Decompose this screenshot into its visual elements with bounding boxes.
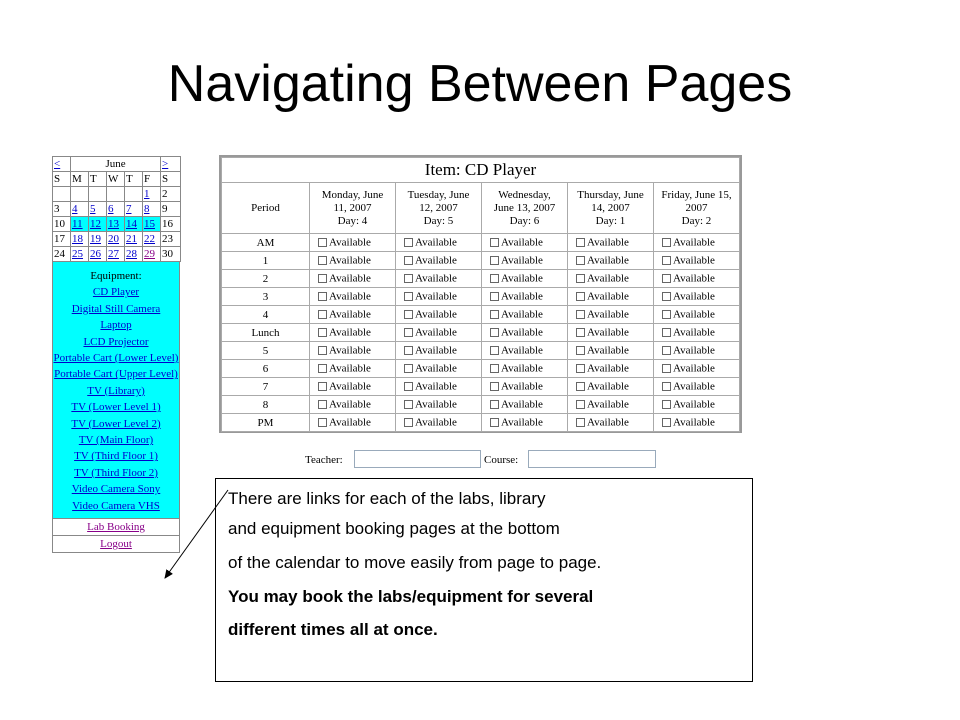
slot-cell bbox=[568, 414, 654, 432]
slot-cell bbox=[310, 234, 396, 252]
slot-checkbox[interactable] bbox=[490, 364, 499, 373]
slot-checkbox[interactable] bbox=[662, 418, 671, 427]
slot-checkbox[interactable] bbox=[318, 310, 327, 319]
weekday-6: S bbox=[161, 172, 181, 187]
callout-line-2: and equipment booking pages at the bottom bbox=[228, 519, 560, 538]
slot-checkbox[interactable] bbox=[404, 238, 413, 247]
slot-available-label: Available bbox=[587, 308, 629, 321]
calendar-empty-cell bbox=[53, 187, 71, 202]
calendar-day-2: 2 bbox=[161, 187, 181, 202]
calendar-day-13[interactable]: 13 bbox=[107, 217, 125, 232]
slot-cell bbox=[482, 234, 568, 252]
slot-available-label: Available bbox=[587, 254, 629, 267]
slot-checkbox[interactable] bbox=[318, 292, 327, 301]
equipment-link-9[interactable]: TV (Main Floor) bbox=[78, 434, 154, 447]
slot-checkbox[interactable] bbox=[662, 364, 671, 373]
calendar-day-7[interactable]: 7 bbox=[125, 202, 143, 217]
day-header-line: Wednesday, bbox=[498, 188, 551, 201]
slot-cell bbox=[482, 270, 568, 288]
day-header-line: June 13, 2007 bbox=[493, 201, 556, 214]
slot-cell bbox=[568, 270, 654, 288]
slot-available-label: Available bbox=[587, 398, 629, 411]
slot-available-label: Available bbox=[329, 272, 371, 285]
slot-cell bbox=[310, 306, 396, 324]
period-label: 8 bbox=[222, 396, 310, 414]
slot-available-label: Available bbox=[587, 416, 629, 429]
equipment-link-3[interactable]: LCD Projector bbox=[83, 335, 149, 348]
booking-grid bbox=[219, 155, 742, 433]
calendar-day-3: 3 bbox=[53, 202, 71, 217]
slot-cell bbox=[310, 396, 396, 414]
calendar-prev-link[interactable]: < bbox=[53, 157, 71, 172]
slot-cell bbox=[482, 306, 568, 324]
slot-cell bbox=[310, 252, 396, 270]
slot-checkbox[interactable] bbox=[490, 382, 499, 391]
slot-cell bbox=[654, 306, 740, 324]
slot-checkbox[interactable] bbox=[404, 274, 413, 283]
calendar-day-1[interactable]: 1 bbox=[143, 187, 161, 202]
slot-cell bbox=[568, 288, 654, 306]
slot-available-label: Available bbox=[501, 272, 543, 285]
slot-available-label: Available bbox=[501, 416, 543, 429]
day-header-line: Day: 1 bbox=[595, 214, 626, 227]
slide-title: Navigating Between Pages bbox=[167, 55, 793, 113]
period-row bbox=[222, 342, 740, 360]
slot-cell bbox=[310, 342, 396, 360]
slot-available-label: Available bbox=[415, 398, 457, 411]
slot-checkbox[interactable] bbox=[662, 256, 671, 265]
slot-cell bbox=[310, 288, 396, 306]
slot-cell bbox=[310, 270, 396, 288]
slot-available-label: Available bbox=[329, 344, 371, 357]
slot-available-label: Available bbox=[501, 398, 543, 411]
weekday-3: W bbox=[107, 172, 125, 187]
slot-available-label: Available bbox=[587, 362, 629, 375]
item-title: Item: CD Player bbox=[222, 158, 740, 183]
slot-cell bbox=[482, 324, 568, 342]
calendar-day-6[interactable]: 6 bbox=[107, 202, 125, 217]
equipment-link-13[interactable]: Video Camera VHS bbox=[72, 499, 160, 512]
calendar-empty-cell bbox=[71, 187, 89, 202]
equipment-link-6[interactable]: TV (Library) bbox=[87, 384, 145, 397]
day-header-line: Day: 6 bbox=[509, 214, 540, 227]
slot-checkbox[interactable] bbox=[576, 274, 585, 283]
slot-checkbox[interactable] bbox=[576, 418, 585, 427]
slot-cell bbox=[310, 378, 396, 396]
calendar-day-5[interactable]: 5 bbox=[89, 202, 107, 217]
period-label: 3 bbox=[222, 288, 310, 306]
lab-booking-cell bbox=[52, 519, 180, 536]
slot-checkbox[interactable] bbox=[662, 328, 671, 337]
slot-available-label: Available bbox=[329, 254, 371, 267]
slot-available-label: Available bbox=[587, 344, 629, 357]
slot-cell bbox=[654, 234, 740, 252]
slot-checkbox[interactable] bbox=[318, 346, 327, 355]
slot-available-label: Available bbox=[415, 272, 457, 285]
slot-available-label: Available bbox=[501, 326, 543, 339]
calendar-day-28[interactable]: 28 bbox=[125, 247, 143, 262]
equipment-link-11[interactable]: TV (Third Floor 2) bbox=[74, 466, 158, 479]
calendar-month: June bbox=[71, 157, 161, 172]
slot-cell bbox=[396, 360, 482, 378]
period-label: 1 bbox=[222, 252, 310, 270]
slot-available-label: Available bbox=[673, 416, 715, 429]
callout-line-3: of the calendar to move easily from page to page. bbox=[228, 553, 602, 572]
equipment-link-5[interactable]: Portable Cart (Upper Level) bbox=[54, 368, 178, 381]
course-input[interactable] bbox=[528, 450, 656, 468]
slot-available-label: Available bbox=[501, 344, 543, 357]
slot-cell bbox=[568, 306, 654, 324]
teacher-label: Teacher: bbox=[305, 454, 343, 466]
slot-checkbox[interactable] bbox=[404, 400, 413, 409]
calendar-next-link[interactable]: > bbox=[161, 157, 181, 172]
slot-checkbox[interactable] bbox=[576, 328, 585, 337]
slot-available-label: Available bbox=[415, 254, 457, 267]
day-header-line: Day: 4 bbox=[337, 214, 368, 227]
slot-available-label: Available bbox=[415, 344, 457, 357]
weekday-4: T bbox=[125, 172, 143, 187]
period-row bbox=[222, 360, 740, 378]
slot-cell bbox=[310, 414, 396, 432]
equipment-link-12[interactable]: Video Camera Sony bbox=[71, 483, 161, 496]
slot-checkbox[interactable] bbox=[404, 256, 413, 265]
slot-available-label: Available bbox=[501, 290, 543, 303]
slot-checkbox[interactable] bbox=[490, 292, 499, 301]
period-header: Period bbox=[222, 183, 310, 234]
slot-available-label: Available bbox=[415, 326, 457, 339]
calendar-day-9: 9 bbox=[161, 202, 181, 217]
slot-checkbox[interactable] bbox=[576, 346, 585, 355]
slot-available-label: Available bbox=[673, 344, 715, 357]
calendar-day-29[interactable]: 29 bbox=[143, 247, 161, 262]
slot-cell bbox=[396, 396, 482, 414]
slot-available-label: Available bbox=[329, 326, 371, 339]
slot-checkbox[interactable] bbox=[318, 238, 327, 247]
slot-available-label: Available bbox=[673, 362, 715, 375]
slot-available-label: Available bbox=[329, 236, 371, 249]
slot-checkbox[interactable] bbox=[318, 400, 327, 409]
calendar-day-15[interactable]: 15 bbox=[143, 217, 161, 232]
slot-cell bbox=[568, 234, 654, 252]
period-label: 2 bbox=[222, 270, 310, 288]
period-row bbox=[222, 288, 740, 306]
logout-link[interactable]: Logout bbox=[100, 538, 132, 551]
callout-line-5: different times all at once. bbox=[228, 620, 438, 639]
period-row bbox=[222, 414, 740, 432]
calendar-week-row bbox=[53, 217, 181, 232]
slot-cell bbox=[654, 270, 740, 288]
slot-cell bbox=[568, 252, 654, 270]
calendar-week-row bbox=[53, 232, 181, 247]
weekday-0: S bbox=[53, 172, 71, 187]
day-header-line: 12, 2007 bbox=[419, 201, 458, 214]
lab-booking-link[interactable]: Lab Booking bbox=[87, 521, 145, 534]
weekday-5: F bbox=[143, 172, 161, 187]
weekday-1: M bbox=[71, 172, 89, 187]
calendar-day-24: 24 bbox=[53, 247, 71, 262]
day-header-2 bbox=[482, 183, 568, 234]
slot-available-label: Available bbox=[673, 308, 715, 321]
period-label: 5 bbox=[222, 342, 310, 360]
calendar-day-16: 16 bbox=[161, 217, 181, 232]
slot-available-label: Available bbox=[587, 380, 629, 393]
equipment-link-1[interactable]: Digital Still Camera bbox=[71, 302, 161, 315]
slot-available-label: Available bbox=[673, 290, 715, 303]
slot-cell bbox=[654, 288, 740, 306]
slot-available-label: Available bbox=[329, 290, 371, 303]
slot-checkbox[interactable] bbox=[404, 292, 413, 301]
slot-checkbox[interactable] bbox=[404, 364, 413, 373]
slot-checkbox[interactable] bbox=[318, 364, 327, 373]
slot-checkbox[interactable] bbox=[490, 418, 499, 427]
period-row bbox=[222, 270, 740, 288]
slot-cell bbox=[396, 252, 482, 270]
slot-available-label: Available bbox=[673, 272, 715, 285]
slot-checkbox[interactable] bbox=[576, 292, 585, 301]
slot-available-label: Available bbox=[673, 326, 715, 339]
period-label: AM bbox=[222, 234, 310, 252]
day-header-line: Thursday, June bbox=[577, 188, 644, 201]
slot-checkbox[interactable] bbox=[490, 238, 499, 247]
calendar-day-17: 17 bbox=[53, 232, 71, 247]
slot-checkbox[interactable] bbox=[662, 400, 671, 409]
slot-available-label: Available bbox=[673, 236, 715, 249]
calendar-day-8[interactable]: 8 bbox=[143, 202, 161, 217]
calendar-week-row bbox=[53, 187, 181, 202]
slot-available-label: Available bbox=[587, 272, 629, 285]
calendar-day-14[interactable]: 14 bbox=[125, 217, 143, 232]
slot-cell bbox=[654, 342, 740, 360]
calendar-day-23: 23 bbox=[161, 232, 181, 247]
slot-cell bbox=[654, 324, 740, 342]
period-label: Lunch bbox=[222, 324, 310, 342]
slot-checkbox[interactable] bbox=[576, 238, 585, 247]
slot-available-label: Available bbox=[501, 254, 543, 267]
slot-available-label: Available bbox=[673, 380, 715, 393]
slot-checkbox[interactable] bbox=[490, 346, 499, 355]
slot-checkbox[interactable] bbox=[318, 256, 327, 265]
slot-cell bbox=[654, 378, 740, 396]
slot-available-label: Available bbox=[415, 308, 457, 321]
day-header-line: 2007 bbox=[685, 201, 708, 214]
slot-cell bbox=[654, 360, 740, 378]
calendar-day-21[interactable]: 21 bbox=[125, 232, 143, 247]
equipment-link-0[interactable]: CD Player bbox=[92, 286, 140, 299]
slot-checkbox[interactable] bbox=[490, 328, 499, 337]
slot-available-label: Available bbox=[501, 308, 543, 321]
period-row bbox=[222, 252, 740, 270]
equipment-heading: Equipment: bbox=[90, 270, 142, 282]
slot-checkbox[interactable] bbox=[576, 382, 585, 391]
calendar-day-26[interactable]: 26 bbox=[89, 247, 107, 262]
course-label: Course: bbox=[484, 454, 519, 466]
slot-cell bbox=[654, 252, 740, 270]
slot-available-label: Available bbox=[501, 362, 543, 375]
slot-cell bbox=[482, 252, 568, 270]
day-header-0 bbox=[310, 183, 396, 234]
period-row bbox=[222, 396, 740, 414]
slot-checkbox[interactable] bbox=[662, 382, 671, 391]
day-header-line: 14, 2007 bbox=[591, 201, 630, 214]
slot-cell bbox=[396, 324, 482, 342]
slot-available-label: Available bbox=[673, 254, 715, 267]
calendar-day-19[interactable]: 19 bbox=[89, 232, 107, 247]
slot-checkbox[interactable] bbox=[490, 310, 499, 319]
slot-cell bbox=[396, 342, 482, 360]
slot-checkbox[interactable] bbox=[404, 310, 413, 319]
callout-box bbox=[215, 478, 753, 682]
slot-available-label: Available bbox=[587, 290, 629, 303]
slot-cell bbox=[568, 324, 654, 342]
slot-available-label: Available bbox=[415, 236, 457, 249]
slot-cell bbox=[396, 288, 482, 306]
day-header-1 bbox=[396, 183, 482, 234]
slot-checkbox[interactable] bbox=[404, 328, 413, 337]
calendar-day-25[interactable]: 25 bbox=[71, 247, 89, 262]
period-label: 7 bbox=[222, 378, 310, 396]
calendar-day-10: 10 bbox=[53, 217, 71, 232]
day-header-3 bbox=[568, 183, 654, 234]
left-navigation bbox=[52, 156, 180, 553]
slot-cell bbox=[568, 342, 654, 360]
slot-available-label: Available bbox=[587, 326, 629, 339]
slot-checkbox[interactable] bbox=[662, 346, 671, 355]
slot-available-label: Available bbox=[501, 380, 543, 393]
slot-available-label: Available bbox=[329, 398, 371, 411]
slot-cell bbox=[310, 324, 396, 342]
slot-cell bbox=[482, 378, 568, 396]
teacher-input[interactable] bbox=[354, 450, 481, 468]
slot-checkbox[interactable] bbox=[404, 346, 413, 355]
slot-checkbox[interactable] bbox=[490, 256, 499, 265]
slot-checkbox[interactable] bbox=[490, 400, 499, 409]
period-label: 6 bbox=[222, 360, 310, 378]
slot-checkbox[interactable] bbox=[318, 274, 327, 283]
period-row bbox=[222, 306, 740, 324]
slot-available-label: Available bbox=[587, 236, 629, 249]
calendar-day-20[interactable]: 20 bbox=[107, 232, 125, 247]
calendar-week-row bbox=[53, 202, 181, 217]
slot-available-label: Available bbox=[673, 398, 715, 411]
slot-checkbox[interactable] bbox=[318, 418, 327, 427]
slot-available-label: Available bbox=[329, 362, 371, 375]
day-header-line: Friday, June 15, bbox=[661, 188, 732, 201]
equipment-list bbox=[52, 262, 180, 519]
slot-checkbox[interactable] bbox=[404, 382, 413, 391]
calendar-day-30: 30 bbox=[161, 247, 181, 262]
equipment-link-4[interactable]: Portable Cart (Lower Level) bbox=[53, 352, 179, 365]
slot-cell bbox=[482, 342, 568, 360]
calendar-empty-cell bbox=[107, 187, 125, 202]
day-header-line: Day: 2 bbox=[681, 214, 712, 227]
calendar-empty-cell bbox=[125, 187, 143, 202]
equipment-link-8[interactable]: TV (Lower Level 2) bbox=[71, 417, 161, 430]
logout-cell bbox=[52, 536, 180, 553]
equipment-link-7[interactable]: TV (Lower Level 1) bbox=[71, 401, 161, 414]
slot-available-label: Available bbox=[329, 308, 371, 321]
slot-cell bbox=[310, 360, 396, 378]
slot-checkbox[interactable] bbox=[404, 418, 413, 427]
period-row bbox=[222, 324, 740, 342]
slot-checkbox[interactable] bbox=[576, 310, 585, 319]
slot-available-label: Available bbox=[415, 362, 457, 375]
callout-line-1: There are links for each of the labs, library bbox=[228, 489, 546, 508]
equipment-link-10[interactable]: TV (Third Floor 1) bbox=[74, 450, 158, 463]
slot-cell bbox=[396, 306, 482, 324]
mini-calendar bbox=[52, 156, 181, 262]
calendar-day-12[interactable]: 12 bbox=[89, 217, 107, 232]
day-header-line: Day: 5 bbox=[423, 214, 454, 227]
slot-checkbox[interactable] bbox=[662, 292, 671, 301]
slot-cell bbox=[568, 360, 654, 378]
period-label: 4 bbox=[222, 306, 310, 324]
slot-cell bbox=[396, 234, 482, 252]
day-header-4 bbox=[654, 183, 740, 234]
day-header-line: Monday, June bbox=[321, 188, 384, 201]
slot-cell bbox=[654, 414, 740, 432]
calendar-day-4[interactable]: 4 bbox=[71, 202, 89, 217]
callout-line-4: You may book the labs/equipment for several bbox=[228, 587, 594, 606]
weekday-2: T bbox=[89, 172, 107, 187]
slot-checkbox[interactable] bbox=[318, 382, 327, 391]
slot-cell bbox=[396, 378, 482, 396]
day-header-line: Tuesday, June bbox=[407, 188, 470, 201]
slot-cell bbox=[482, 288, 568, 306]
slot-available-label: Available bbox=[329, 380, 371, 393]
day-header-line: 11, 2007 bbox=[333, 201, 372, 214]
slot-cell bbox=[482, 414, 568, 432]
slot-cell bbox=[482, 396, 568, 414]
calendar-day-11[interactable]: 11 bbox=[71, 217, 89, 232]
slot-checkbox[interactable] bbox=[576, 400, 585, 409]
slot-available-label: Available bbox=[415, 416, 457, 429]
calendar-day-18[interactable]: 18 bbox=[71, 232, 89, 247]
calendar-week-row bbox=[53, 247, 181, 262]
calendar-day-27[interactable]: 27 bbox=[107, 247, 125, 262]
slot-cell bbox=[396, 414, 482, 432]
slot-cell bbox=[482, 360, 568, 378]
period-label: PM bbox=[222, 414, 310, 432]
period-row bbox=[222, 234, 740, 252]
slot-cell bbox=[568, 378, 654, 396]
slot-checkbox[interactable] bbox=[662, 310, 671, 319]
weekday-header-row bbox=[53, 172, 181, 187]
slot-checkbox[interactable] bbox=[662, 238, 671, 247]
slot-available-label: Available bbox=[501, 236, 543, 249]
slot-checkbox[interactable] bbox=[490, 274, 499, 283]
slot-checkbox[interactable] bbox=[318, 328, 327, 337]
calendar-empty-cell bbox=[89, 187, 107, 202]
slot-checkbox[interactable] bbox=[576, 256, 585, 265]
equipment-link-2[interactable]: Laptop bbox=[100, 319, 132, 332]
period-row bbox=[222, 378, 740, 396]
slot-available-label: Available bbox=[415, 380, 457, 393]
slot-cell bbox=[396, 270, 482, 288]
slot-cell bbox=[654, 396, 740, 414]
slot-available-label: Available bbox=[329, 416, 371, 429]
slot-checkbox[interactable] bbox=[576, 364, 585, 373]
slot-cell bbox=[568, 396, 654, 414]
calendar-day-22[interactable]: 22 bbox=[143, 232, 161, 247]
slot-checkbox[interactable] bbox=[662, 274, 671, 283]
slot-available-label: Available bbox=[415, 290, 457, 303]
